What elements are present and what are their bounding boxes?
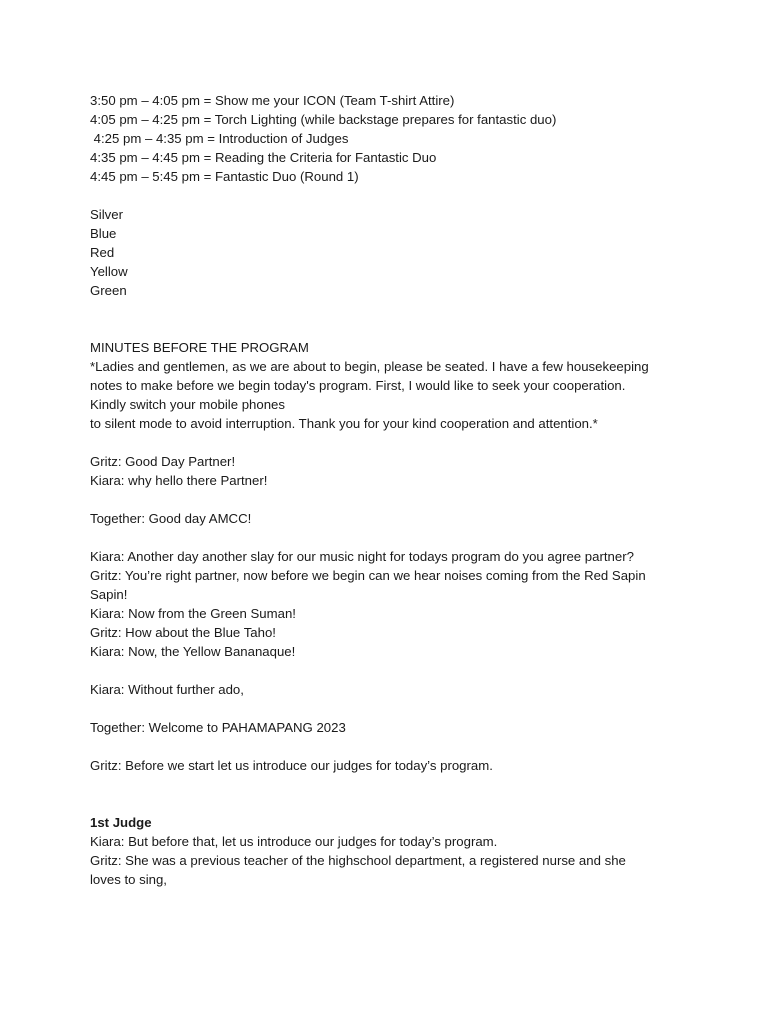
schedule-line: 4:35 pm – 4:45 pm = Reading the Criteria for Fantastic Duo xyxy=(90,150,437,165)
announcement-line: to silent mode to avoid interruption. Thank you for your kind cooperation and attention.* xyxy=(90,416,598,431)
script-line: Together: Good day AMCC! xyxy=(90,511,252,526)
greeting-block xyxy=(90,452,690,490)
schedule-block xyxy=(90,91,690,186)
blank-line xyxy=(90,737,690,756)
blank-line xyxy=(90,300,690,319)
blank-line xyxy=(90,433,690,452)
script-line: Kiara: Now, the Yellow Bananaque! xyxy=(90,644,296,659)
script-line: Kiara: why hello there Partner! xyxy=(90,473,268,488)
announcement-line: *Ladies and gentlemen, as we are about to begin, please be seated. I have a few housekeeping xyxy=(90,359,649,374)
script-line: Kiara: But before that, let us introduce our judges for today’s program. xyxy=(90,834,498,849)
announcement-line: notes to make before we begin today's program. First, I would like to seek your cooperation. xyxy=(90,378,626,393)
team-item: Red xyxy=(90,245,115,260)
team-item: Silver xyxy=(90,207,123,222)
script-line: Gritz: You’re right partner, now before we begin can we hear noises coming from the Red Sapin xyxy=(90,568,646,583)
schedule-line: 4:45 pm – 5:45 pm = Fantastic Duo (Round 1) xyxy=(90,169,359,184)
script-line: Kiara: Another day another slay for our music night for todays program do you agree partner? xyxy=(90,549,634,564)
judge-heading: 1st Judge xyxy=(90,815,152,830)
script-line: Gritz: Good Day Partner! xyxy=(90,454,236,469)
blank-line xyxy=(90,186,690,205)
blank-line xyxy=(90,528,690,547)
judge-section xyxy=(90,813,690,889)
dialogue-block xyxy=(90,547,690,661)
script-line: Gritz: She was a previous teacher of the highschool department, a registered nurse and she xyxy=(90,853,626,868)
minutes-heading: MINUTES BEFORE THE PROGRAM xyxy=(90,340,309,355)
team-item: Blue xyxy=(90,226,117,241)
blank-line xyxy=(90,699,690,718)
team-list xyxy=(90,205,690,300)
document-body xyxy=(90,91,690,889)
schedule-line: 4:05 pm – 4:25 pm = Torch Lighting (while backstage prepares for fantastic duo) xyxy=(90,112,557,127)
script-line: loves to sing, xyxy=(90,872,167,887)
script-line: Kiara: Now from the Green Suman! xyxy=(90,606,296,621)
blank-line xyxy=(90,490,690,509)
schedule-line: 4:25 pm – 4:35 pm = Introduction of Judges xyxy=(90,131,349,146)
team-item: Green xyxy=(90,283,127,298)
script-line: Sapin! xyxy=(90,587,128,602)
minutes-section xyxy=(90,338,690,433)
announcement-line: Kindly switch your mobile phones xyxy=(90,397,285,412)
schedule-line: 3:50 pm – 4:05 pm = Show me your ICON (Team T-shirt Attire) xyxy=(90,93,455,108)
script-line: Gritz: Before we start let us introduce our judges for today’s program. xyxy=(90,758,493,773)
blank-line xyxy=(90,661,690,680)
blank-line xyxy=(90,775,690,794)
script-line: Kiara: Without further ado, xyxy=(90,682,244,697)
team-item: Yellow xyxy=(90,264,128,279)
script-line: Together: Welcome to PAHAMAPANG 2023 xyxy=(90,720,346,735)
blank-line xyxy=(90,794,690,813)
script-line: Gritz: How about the Blue Taho! xyxy=(90,625,276,640)
blank-line xyxy=(90,319,690,338)
